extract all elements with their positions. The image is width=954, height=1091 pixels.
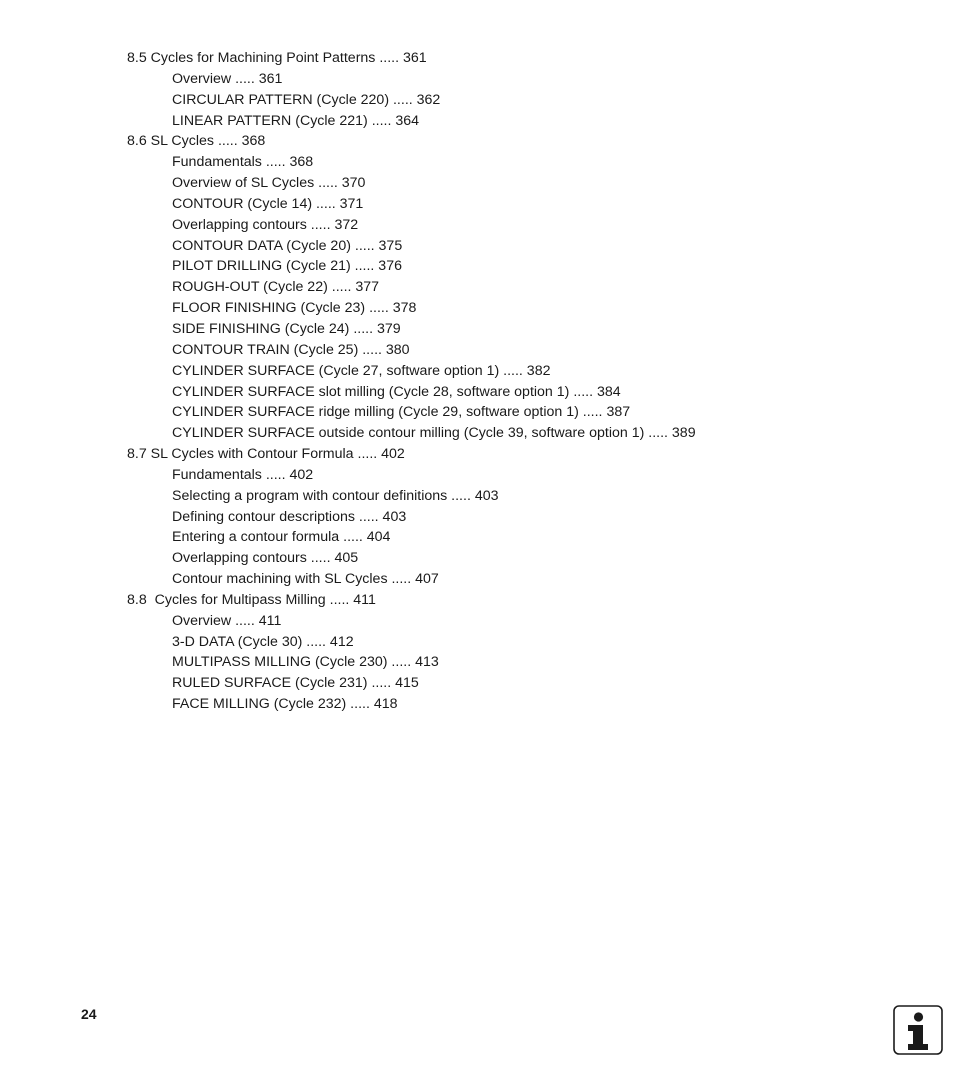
toc-subsection-entry: CYLINDER SURFACE slot milling (Cycle 28, software option 1) ..... 384 [172,383,621,400]
toc-subsection-entry: CYLINDER SURFACE outside contour milling (Cycle 39, software option 1) ..... 389 [172,425,696,442]
toc-subsection-entry: CIRCULAR PATTERN (Cycle 220) ..... 362 [172,91,441,108]
toc-subsection-entry: ROUGH-OUT (Cycle 22) ..... 377 [172,279,380,296]
toc-section-entry: 8.5 Cycles for Machining Point Patterns ..... 361 [127,50,427,66]
toc-subsection-entry: Defining contour descriptions ..... 403 [172,508,407,525]
table-of-contents [127,48,907,715]
toc-subsection-entry: Fundamentals ..... 368 [172,154,314,171]
toc-subsection-entry: RULED SURFACE (Cycle 231) ..... 415 [172,675,419,692]
toc-subsection-entry: PILOT DRILLING (Cycle 21) ..... 376 [172,258,402,275]
toc-subsection-entry: LINEAR PATTERN (Cycle 221) ..... 364 [172,112,420,129]
info-icon [893,1005,943,1055]
toc-subsection-entry: SIDE FINISHING (Cycle 24) ..... 379 [172,320,401,337]
toc-subsection-entry: Selecting a program with contour definitions ..... 403 [172,487,499,504]
toc-subsection-entry: Overlapping contours ..... 405 [172,550,359,567]
toc-subsection-entry: 3-D DATA (Cycle 30) ..... 412 [172,633,354,650]
toc-section-entry: 8.6 SL Cycles ..... 368 [127,133,266,150]
toc-subsection-entry: FLOOR FINISHING (Cycle 23) ..... 378 [172,300,417,317]
toc-subsection-entry: Overlapping contours ..... 372 [172,216,359,233]
page-number: 24 [81,1006,97,1022]
toc-subsection-entry: CONTOUR TRAIN (Cycle 25) ..... 380 [172,341,410,358]
toc-subsection-entry: MULTIPASS MILLING (Cycle 230) ..... 413 [172,654,439,671]
toc-subsection-entry: CYLINDER SURFACE (Cycle 27, software option 1) ..... 382 [172,362,551,379]
toc-subsection-entry: Overview ..... 411 [172,612,282,629]
toc-subsection-entry: Contour machining with SL Cycles ..... 407 [172,571,439,588]
toc-section-entry: 8.7 SL Cycles with Contour Formula ..... 402 [127,446,405,463]
toc-subsection-entry: CONTOUR DATA (Cycle 20) ..... 375 [172,237,403,254]
toc-subsection-entry: Overview ..... 361 [172,70,283,87]
toc-subsection-entry: CONTOUR (Cycle 14) ..... 371 [172,195,364,212]
toc-subsection-entry: Overview of SL Cycles ..... 370 [172,175,366,192]
toc-subsection-entry: Entering a contour formula ..... 404 [172,529,391,546]
toc-subsection-entry: Fundamentals ..... 402 [172,466,314,483]
toc-subsection-entry: CYLINDER SURFACE ridge milling (Cycle 29, software option 1) ..... 387 [172,404,631,421]
toc-subsection-entry: FACE MILLING (Cycle 232) ..... 418 [172,696,398,713]
toc-section-entry: 8.8 Cycles for Multipass Milling ..... 411 [127,591,376,608]
